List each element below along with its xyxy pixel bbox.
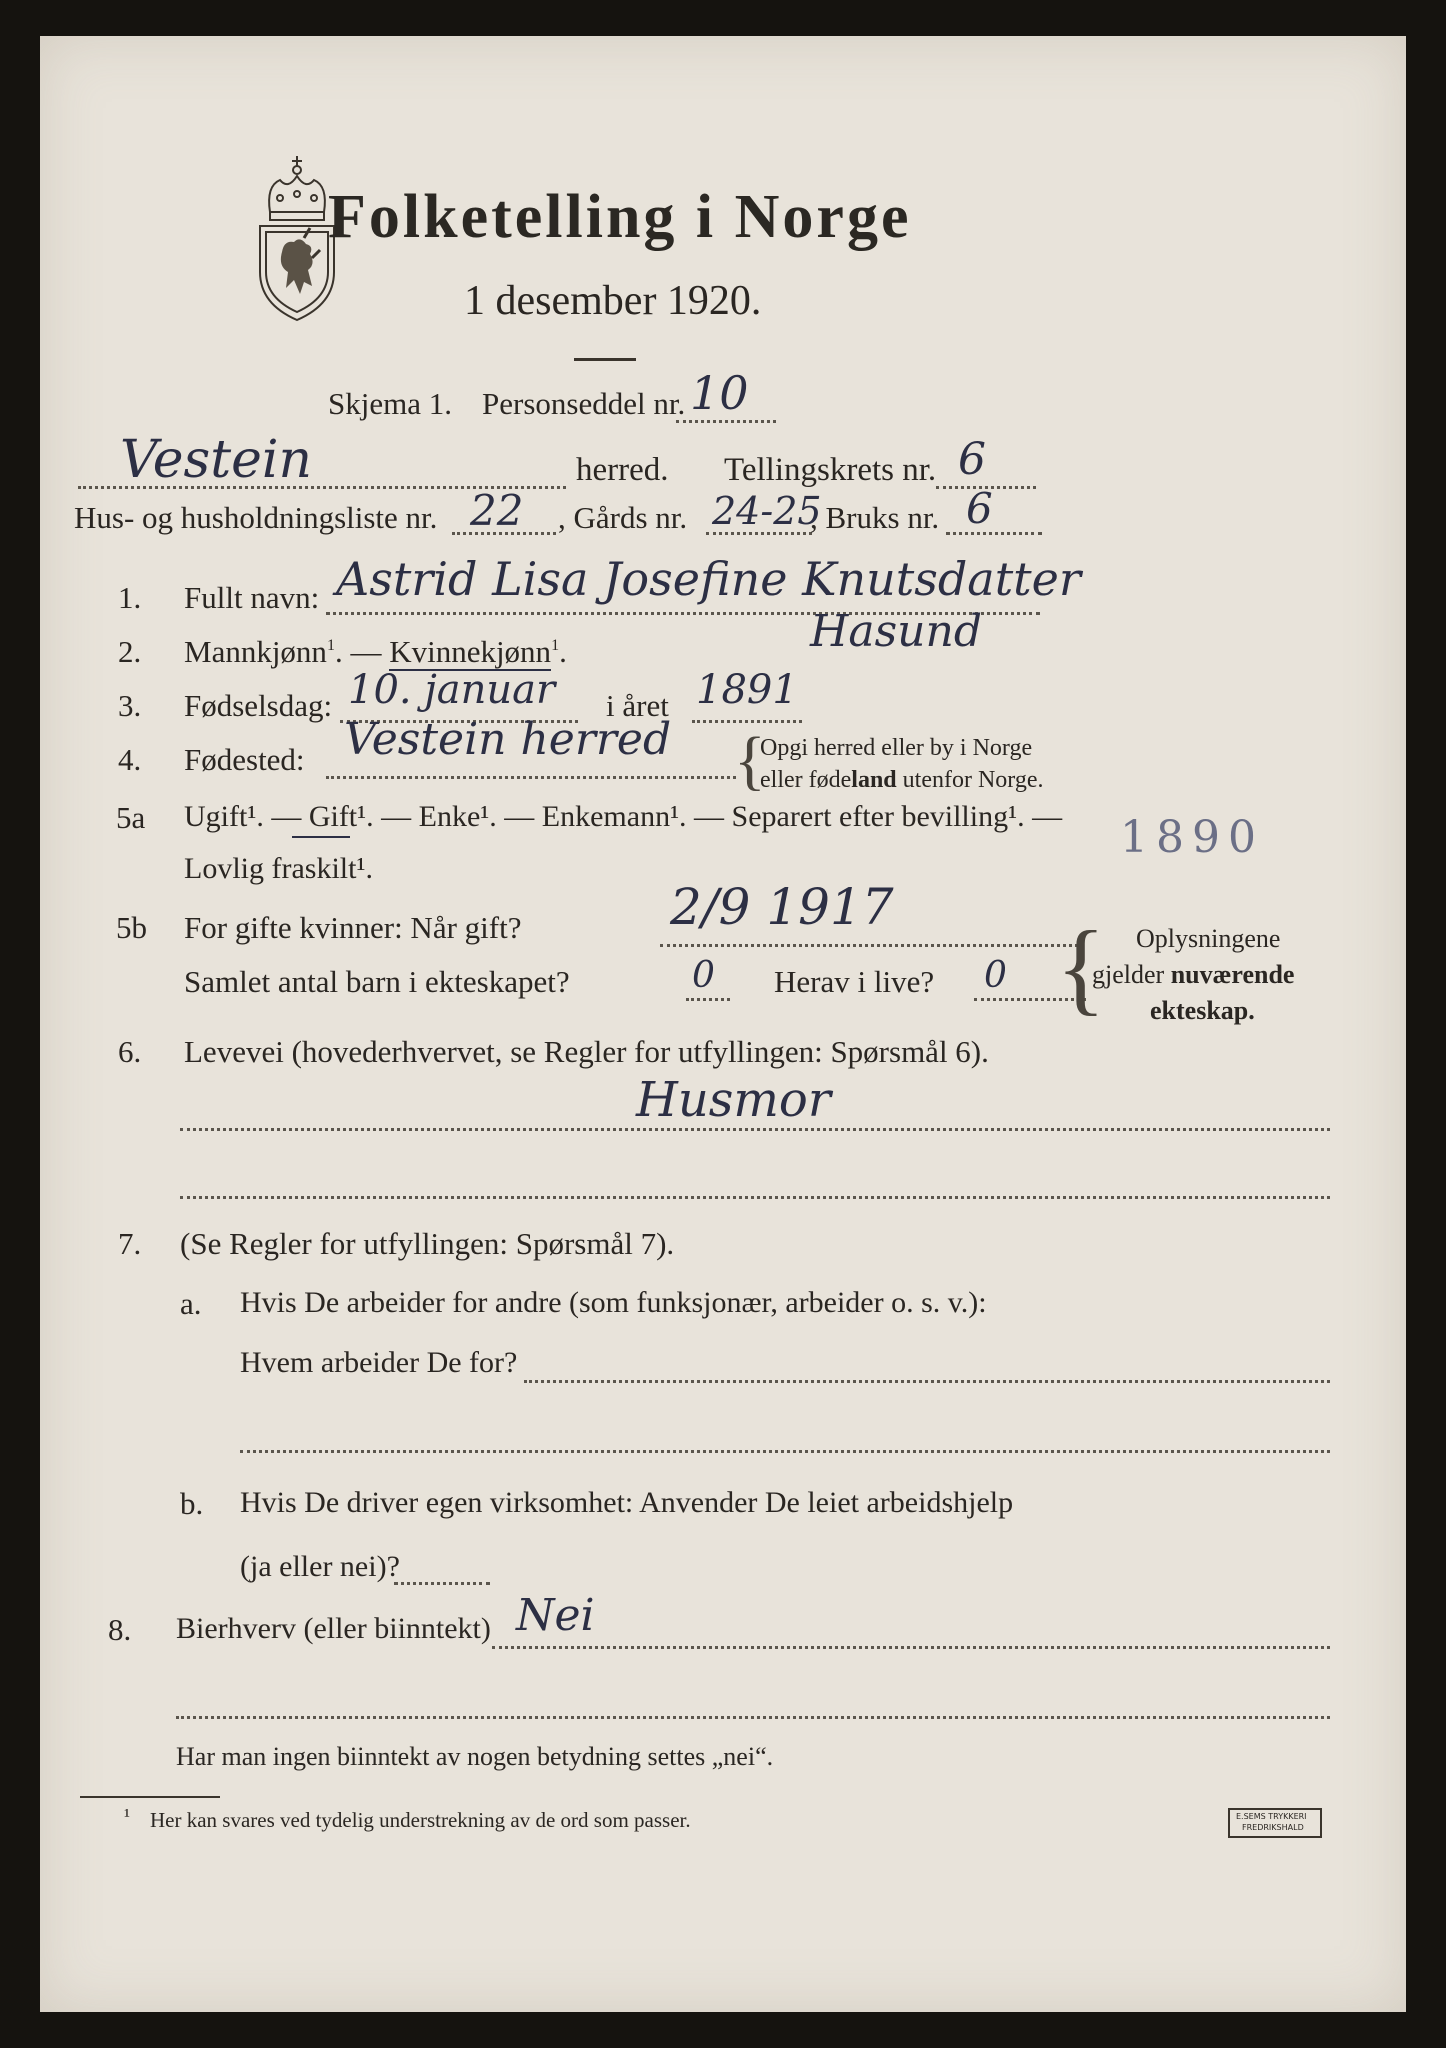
q2-end: . [559, 634, 567, 669]
q1-number: 1. [118, 580, 142, 615]
form-title: Folketelling i Norge [328, 183, 912, 251]
q6-number: 6. [118, 1034, 142, 1069]
q5b-number: 5b [116, 910, 147, 945]
bruks-line [946, 532, 1042, 535]
q8-line [492, 1646, 1330, 1649]
q7-label: (Se Regler for utfyllingen: Spørsmål 7). [180, 1226, 675, 1261]
q6-line2 [180, 1196, 1330, 1199]
printer-stamp [1228, 1808, 1322, 1838]
gards-value: 24-25 [712, 489, 822, 533]
q5a-options: Ugift¹. — Gift¹. — Enke¹. — Enkemann¹. — Separert efter bevilling¹. — [184, 800, 1063, 833]
q3-year: 1891 [696, 667, 798, 713]
q4-number: 4. [118, 742, 142, 777]
q5a-options-cont: Lovlig fraskilt¹. [184, 852, 373, 885]
q5b-note1: Oplysningene [1136, 924, 1281, 953]
printer-stamp-line1: E.SEMS TRYKKERI [1236, 1812, 1307, 1821]
q5b-alive: 0 [984, 955, 1007, 996]
personseddel-value: 10 [690, 366, 749, 420]
q5b-note3: ekteskap. [1150, 996, 1255, 1025]
census-date: 1 desember 1920. [464, 278, 762, 324]
q7b-line [394, 1582, 490, 1585]
q5b-when-married-label: For gifte kvinner: Når gift? [184, 910, 522, 945]
q8-line-extra [176, 1716, 1330, 1719]
q5b-note2 [1092, 962, 1294, 988]
q4-label: Fødested: [184, 742, 305, 777]
q2-options: Mannkjønn$^1$. — Kvinnekjønn$^1$. [184, 634, 567, 669]
q7b-line1: Hvis De driver egen virksomhet: Anvender De leiet arbeidshjelp [240, 1486, 1014, 1519]
q5b-children: 0 [692, 955, 715, 996]
q1-full-name: Astrid Lisa Josefine Knutsdatter [336, 552, 1081, 606]
q8-number: 8. [108, 1612, 132, 1647]
schema-label: Skjema 1. [328, 386, 452, 421]
q5b-when-married: 2/9 1917 [670, 878, 894, 936]
bruks-label: , Bruks nr. [810, 500, 940, 535]
personseddel-label: Personseddel nr. [482, 386, 686, 421]
q2-female: Kvinnekjønn [389, 634, 552, 669]
q5b-note2-a: gjelder [1092, 960, 1171, 989]
herred-value: Vestein [120, 430, 313, 490]
q1-full-name-cont: Hasund [810, 606, 983, 657]
q5b-when-married-line [660, 944, 1084, 947]
q7a-letter: a. [180, 1286, 202, 1321]
q5b-note2-bold: nuværende [1170, 960, 1295, 989]
q8-side-income: Nei [516, 1590, 595, 1641]
census-form [40, 36, 1406, 2012]
printer-stamp-line2: FREDRIKSHALD [1242, 1823, 1304, 1832]
husholdningsliste-value: 22 [470, 486, 524, 535]
q4-line [326, 776, 736, 779]
q6-line1 [180, 1128, 1330, 1131]
q2-male: Mannkjønn [184, 634, 327, 669]
q5b-brace: { [1056, 910, 1106, 1025]
q4-note-line1: Opgi herred eller by i Norge [760, 735, 1033, 761]
q4-note-bold: land [851, 767, 897, 793]
q3-year-label: i året [606, 688, 669, 723]
footnote-number: ¹ [124, 1805, 130, 1827]
q5b-children-label: Samlet antal barn i ekteskapet? [184, 964, 570, 999]
q5b-children-line [686, 998, 730, 1001]
q7a-line-extra [240, 1450, 1330, 1453]
q3-year-line [692, 720, 802, 723]
q8-label: Bierhverv (eller biinntekt) [176, 1612, 491, 1645]
q5a-number: 5a [116, 800, 146, 835]
husholdningsliste-label: Hus- og husholdningsliste nr. [74, 500, 438, 535]
q6-occupation: Husmor [636, 1072, 831, 1128]
gards-label: , Gårds nr. [558, 500, 688, 535]
tellingskrets-label: Tellingskrets nr. [724, 452, 937, 488]
q4-note-c: utenfor Norge. [896, 767, 1044, 793]
q7b-letter: b. [180, 1486, 204, 1521]
herred-label: herred. [576, 452, 669, 488]
q3-number: 3. [118, 688, 142, 723]
footnote-text: Her kan svares ved tydelig understrekning av de ord som passer. [150, 1808, 691, 1832]
footnote-divider [80, 1796, 220, 1798]
q2-number: 2. [118, 634, 142, 669]
q4-note-a: eller føde [760, 767, 852, 793]
q3-birthday: 10. januar [348, 667, 556, 713]
q5b-alive-label: Herav i live? [774, 964, 935, 999]
q2-separator: . — [334, 634, 390, 669]
bruks-value: 6 [966, 484, 993, 533]
q6-label: Levevei (hovederhvervet, se Regler for utfyllingen: Spørsmål 6). [184, 1034, 989, 1069]
q3-label: Fødselsdag: [184, 688, 333, 723]
q4-note-line2 [760, 768, 1044, 792]
q1-label: Fullt navn: [184, 580, 320, 615]
q7-number: 7. [118, 1226, 142, 1261]
tellingskrets-value: 6 [958, 434, 986, 485]
q7a-line2: Hvem arbeider De for? [240, 1346, 518, 1379]
q4-brace: { [734, 724, 766, 797]
q7b-line2: (ja eller nei)? [240, 1550, 400, 1583]
q5a-margin-note: 1890 [1120, 812, 1264, 863]
q4-birthplace: Vestein herred [344, 714, 672, 765]
q7a-line [524, 1380, 1330, 1383]
q7a-line1: Hvis De arbeider for andre (som funksjonær, arbeider o. s. v.): [240, 1286, 987, 1319]
personseddel-line [676, 420, 776, 423]
title-divider [574, 358, 636, 361]
q5a-gift-underline [292, 836, 350, 838]
side-income-note: Har man ingen biinntekt av nogen betydning settes „nei“. [176, 1742, 774, 1771]
